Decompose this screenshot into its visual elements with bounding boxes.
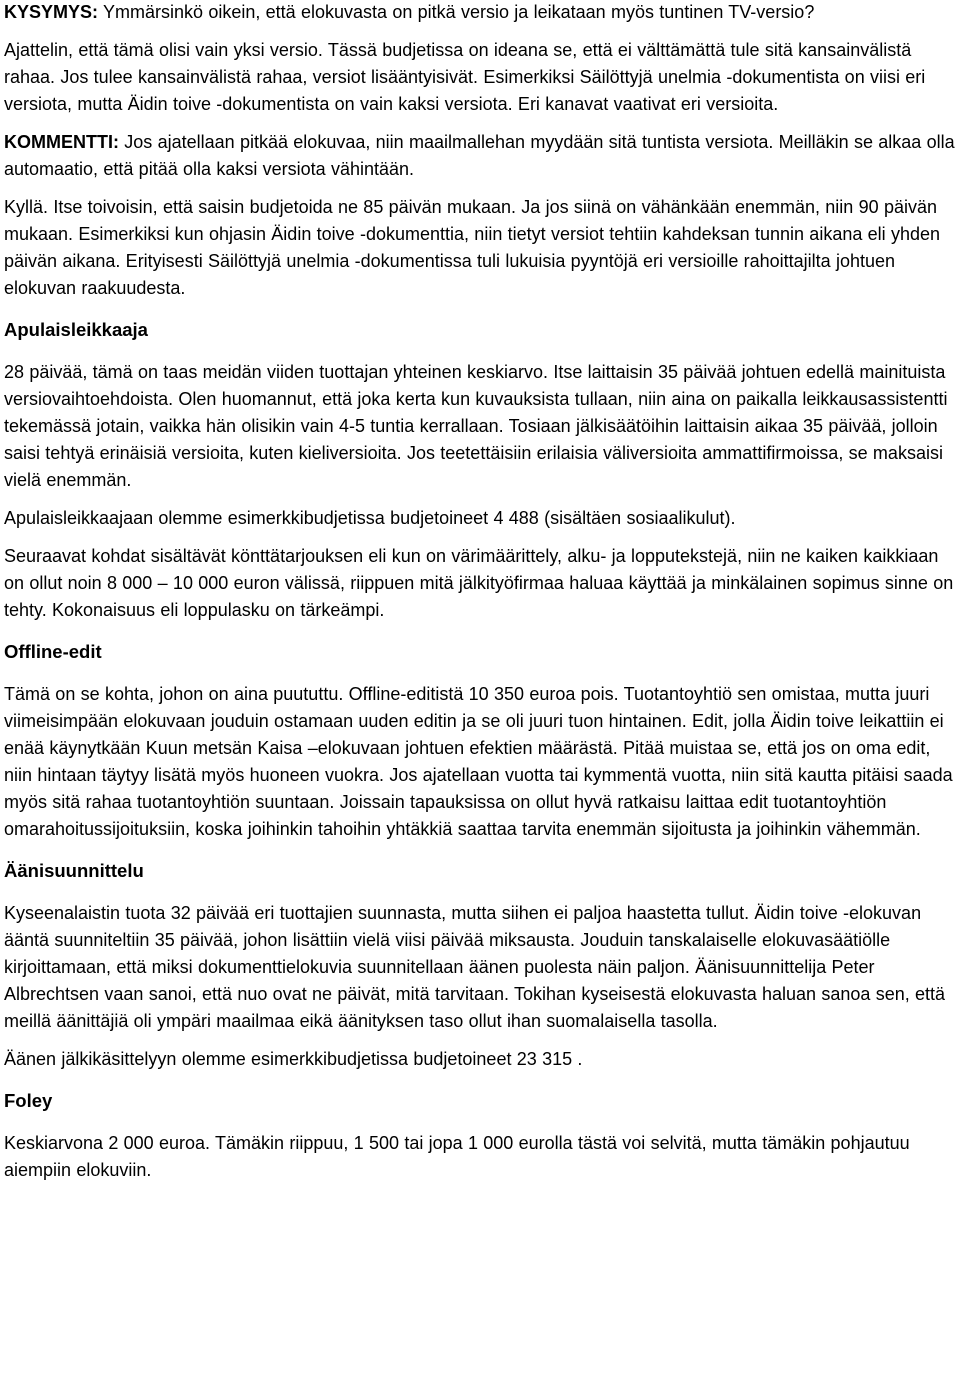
section-heading-offline-edit: Offline-edit: [4, 641, 102, 662]
section-heading-foley: Foley: [4, 1090, 53, 1111]
section-heading-apulaisleikkaaja: Apulaisleikkaaja: [4, 319, 148, 340]
comment-paragraph: [4, 129, 960, 183]
budget-paragraph: Äänen jälkikäsittelyyn olemme esimerkkibudjetissa budjetoineet 23 315 .: [4, 1049, 583, 1069]
budget-paragraph: Apulaisleikkaajaan olemme esimerkkibudjetissa budjetoineet 4 488 (sisältäen sosiaalikulut).: [4, 508, 736, 528]
comment-text: Jos ajatellaan pitkää elokuvaa, niin maailmallehan myydään sitä tuntista versiota. Meilläkin se alkaa olla automaatio, että pitää olla kaksi versiota vähintään.: [4, 132, 955, 179]
body-paragraph: Seuraavat kohdat sisältävät könttätarjouksen eli kun on värimäärittely, alku- ja lopputekstejä, niin ne kaiken kaikkiaan on ollut noin 8 000 – 10 000 euron välissä, riippuen mitä jälkityöfirmaa haluaa käyttää ja minkälainen sopimus sinne on tehty. Kokonaisuus eli loppulasku on tärkeämpi.: [4, 546, 954, 620]
section-heading-aanisuunnittelu: Äänisuunnittelu: [4, 860, 144, 881]
body-paragraph: Tämä on se kohta, johon on aina puututtu. Offline-editistä 10 350 euroa pois. Tuotantoyhtiö sen omistaa, mutta juuri viimeisimpään elokuvaan jouduin ostamaan uuden editin ja se oli juuri tuon hintainen. Edit, jolla Äidin toive leikattiin ei enää käynytkään Kuun metsän Kaisa –elokuvaan johtuen efektien määrästä. Pitää muistaa se, että jos on oma edit, niin hintaan täytyy lisätä myös huoneen vuokra. Jos ajatellaan vuotta tai kymmentä vuotta, niin sitä kautta pitäisi saada myös sitä rahaa tuotantoyhtiön suuntaan. Joissain tapauksissa on ollut hyvä ratkaisu laittaa edit tuotantoyhtiön omarahoitussijoituksiin, koska joihinkin tahoihin yhtäkkiä saattaa tarvita enemmän sijoitusta ja joihinkin vähemmän.: [4, 684, 953, 839]
document-page: [4, 0, 960, 1184]
body-paragraph: Keskiarvona 2 000 euroa. Tämäkin riippuu, 1 500 tai jopa 1 000 eurolla tästä voi selvitä, mutta tämäkin pohjautuu aiempiin elokuviin.: [4, 1133, 910, 1180]
comment-label: KOMMENTTI:: [4, 132, 119, 152]
body-paragraph: 28 päivää, tämä on taas meidän viiden tuottajan yhteinen keskiarvo. Itse laittaisin 35 päivää johtuen edellä mainituista versiovaihtoehdoista. Olen huomannut, että joka kerta kun kuvauksista tullaan, niin aina on paikalla leikkausassistentti tekemässä jotain, vaikka hän olisikin vain 4-5 tuntia kerrallaan. Tosiaan jälkisäätöihin laittaisin aikaa 35 päivää, jolloin saisi tehtyä erinäisiä versioita, kuten kieliversioita. Jos teetettäisiin erilaisia väliversioita ammattifirmoissa, se maksaisi vielä enemmän.: [4, 362, 948, 490]
body-paragraph: Kyseenalaistin tuota 32 päivää eri tuottajien suunnasta, mutta siihen ei paljoa haastetta tullut. Äidin toive -elokuvan ääntä suunniteltiin 35 päivää, johon lisättiin vielä viisi päivää miksausta. Jouduin tanskalaiselle elokuvasäätiölle kirjoittamaan, että miksi dokumenttielokuvia suunnitellaan äänen puolesta näin paljon. Äänisuunnittelija Peter Albrechtsen vaan sanoi, että nuo ovat ne päivät, mitä tarvitaan. Tokihan kyseisestä elokuvasta haluan sanoa sen, että meillä äänittäjiä oli ympäri maailmaa eikä äänityksen taso ollut ihan suomalaisella tasolla.: [4, 903, 946, 1031]
question-paragraph: [4, 0, 960, 26]
question-text: Ymmärsinkö oikein, että elokuvasta on pitkä versio ja leikataan myös tuntinen TV-versio?: [98, 2, 815, 22]
answer-paragraph: Kyllä. Itse toivoisin, että saisin budjetoida ne 85 päivän mukaan. Ja jos siinä on vähänkään enemmän, niin 90 päivän mukaan. Esimerkiksi kun ohjasin Äidin toive -dokumenttia, niin tietyt versiot tehtiin kahdeksan tunnin aikana eli yhden päivän aikana. Erityisesti Säilöttyjä unelmia -dokumentissa tuli lukuisia pyyntöjä eri versioille rahoittajilta johtuen elokuvan raakuudesta.: [4, 197, 940, 298]
question-label: KYSYMYS:: [4, 2, 99, 22]
answer-paragraph: Ajattelin, että tämä olisi vain yksi versio. Tässä budjetissa on ideana se, että ei välttämättä tule sitä kansainvälistä rahaa. Jos tulee kansainvälistä rahaa, versiot lisääntyisivät. Esimerkiksi Säilöttyjä unelmia -dokumentista on viisi eri versiota, mutta Äidin toive -dokumentista on vain kaksi versiota. Eri kanavat vaativat eri versioita.: [4, 40, 926, 114]
